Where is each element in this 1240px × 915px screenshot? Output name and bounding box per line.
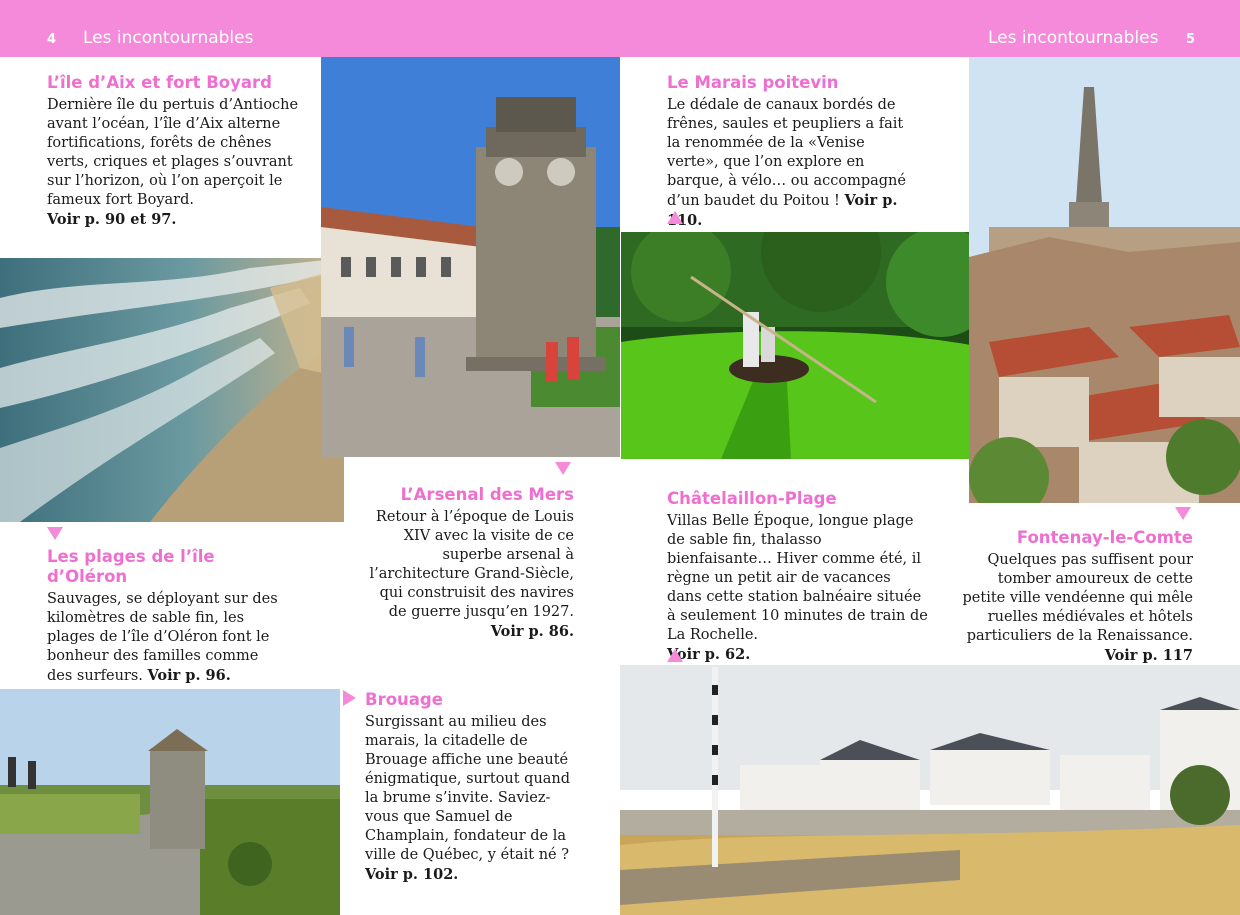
entry-marais-ref: Voir p. 110. (667, 192, 898, 229)
entry-chatelaillon-text: Villas Belle Époque, longue plage de sable fin, thalasso bienfaisante… Hiver comme été, il règne un petit air de vacances dans cette station balnéaire située à seulement 10 minutes de train de La Rochelle. (667, 513, 928, 643)
entry-marais (667, 73, 917, 231)
entry-marais-text: Le dédale de canaux bordés de frênes, saules et peupliers a fait la renommée de la «Venise verte», que l’on explore en barque, à vélo… ou accompagné d’un baudet du Poitou ! (667, 97, 906, 209)
arrow-chatelaillon-icon (667, 649, 683, 662)
entry-arsenal-ref: Voir p. 86. (490, 623, 574, 640)
entry-marais-title: Le Marais poitevin (667, 73, 839, 92)
right-page-number: 5 (1186, 32, 1196, 47)
entry-aix (47, 73, 305, 230)
photo-marais (621, 232, 981, 459)
photo-brouage (0, 689, 340, 915)
entry-brouage-text: Surgissant au milieu des marais, la citadelle de Brouage affiche une beauté énigmatique, surtout quand la brume s’invite. Saviez-vous que Samuel de Champlain, fondateur de la ville de Québec, y était né ? (365, 714, 571, 863)
arrow-arsenal-icon (555, 462, 571, 475)
entry-arsenal-text: Retour à l’époque de Louis XIV avec la visite de ce superbe arsenal à l’architecture Grand-Siècle, qui construisit des navires de guerre jusqu’en 1927. (369, 509, 574, 620)
arrow-oleron-icon (47, 527, 63, 540)
entry-aix-ref: Voir p. 90 et 97. (47, 211, 177, 228)
entry-brouage-title: Brouage (365, 690, 443, 709)
arrow-fontenay-icon (1175, 507, 1191, 520)
entry-arsenal (368, 485, 574, 642)
photo-chatelaillon (620, 665, 1240, 915)
photo-aix-beach (0, 258, 344, 522)
entry-fontenay-text: Quelques pas suffisent pour tomber amoureux de cette petite ville vendéenne qui mêle ruelles médiévales et hôtels particuliers de la Renaissance. (962, 552, 1193, 644)
entry-fontenay (955, 528, 1193, 666)
entry-oleron-text: Sauvages, se déployant sur des kilomètres de sable fin, les plages de l’île d’Oléron font le bonheur des familles comme des surfeurs. (47, 591, 278, 684)
entry-aix-title: L’île d’Aix et fort Boyard (47, 73, 272, 92)
header-band (0, 0, 1240, 57)
entry-oleron-ref: Voir p. 96. (147, 667, 231, 684)
entry-oleron-title: Les plages de l’île d’Oléron (47, 547, 215, 586)
entry-fontenay-ref: Voir p. 117 (1104, 647, 1193, 664)
entry-chatelaillon (667, 489, 929, 665)
left-page-number: 4 (47, 32, 57, 47)
entry-fontenay-title: Fontenay-le-Comte (1016, 528, 1193, 547)
entry-oleron (47, 547, 279, 686)
entry-arsenal-title: L’Arsenal des Mers (400, 485, 574, 504)
arrow-brouage-icon (343, 690, 356, 706)
right-running-title: Les incontournables (988, 28, 1159, 48)
photo-fontenay (969, 57, 1240, 503)
entry-chatelaillon-ref: Voir p. 62. (667, 646, 751, 663)
entry-brouage-ref: Voir p. 102. (365, 866, 459, 883)
left-running-title: Les incontournables (83, 28, 254, 48)
photo-arsenal (321, 57, 620, 457)
entry-brouage (365, 690, 583, 885)
entry-chatelaillon-title: Châtelaillon-Plage (667, 489, 837, 508)
arrow-marais-icon (667, 211, 683, 224)
entry-aix-text: Dernière île du pertuis d’Antioche avant l’océan, l’île d’Aix alterne fortifications, forêts de chênes verts, criques et plages s’ouvrant sur l’horizon, où l’on aperçoit le fameux fort Boyard. (47, 97, 299, 208)
